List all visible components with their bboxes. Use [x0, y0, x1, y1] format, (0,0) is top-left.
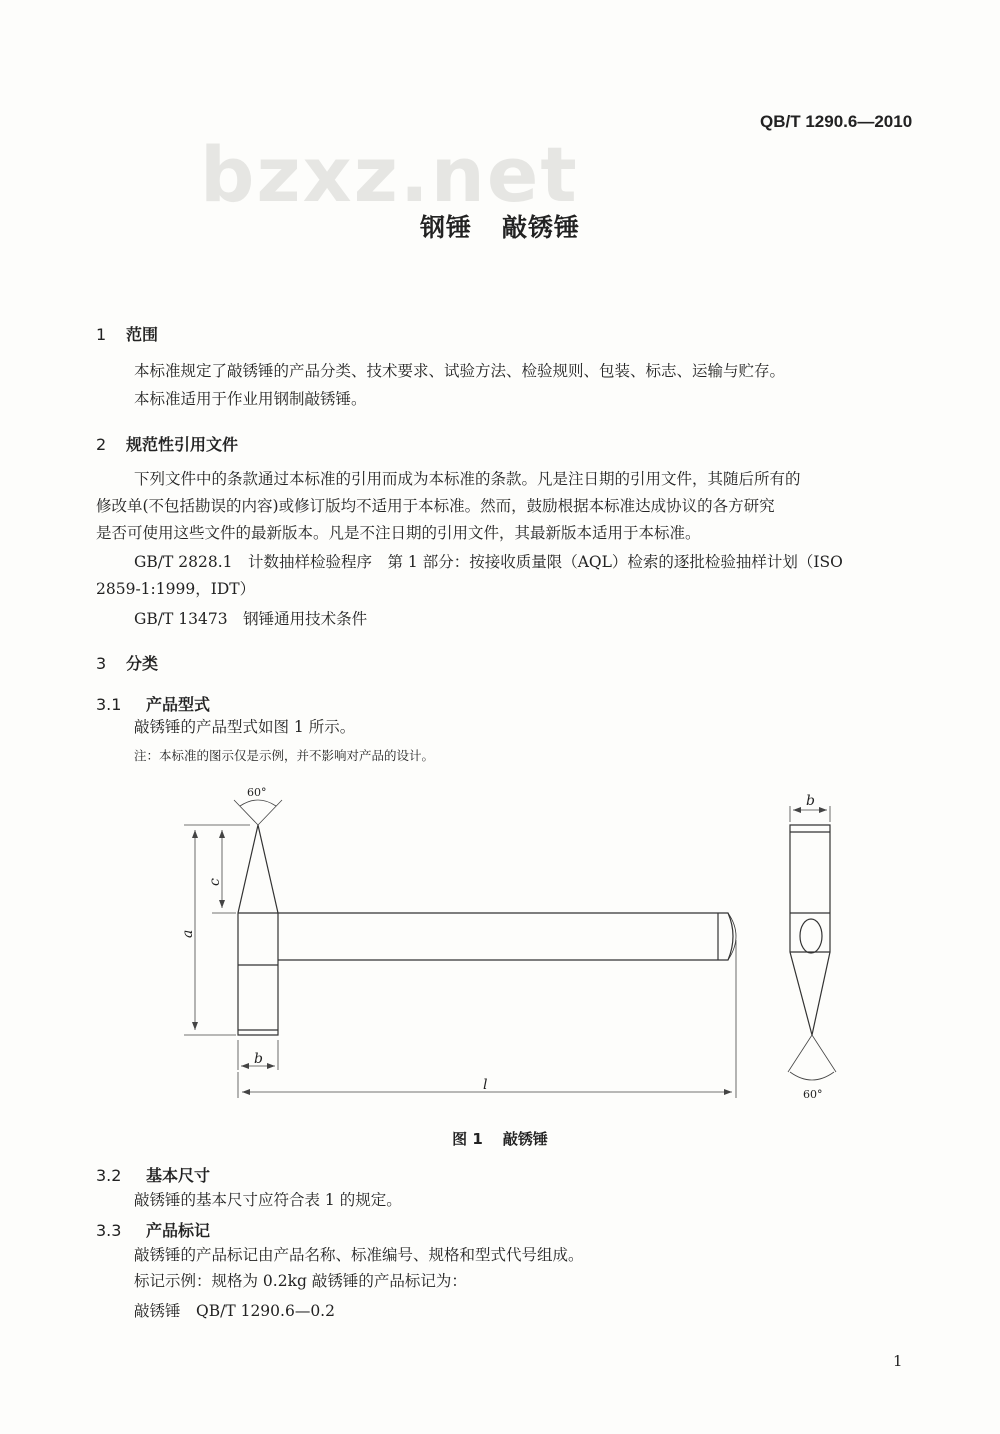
figure-note: 注：本标准的图示仅是示例，并不影响对产品的设计。 — [134, 748, 435, 763]
subsection-title: 产品型式 — [146, 695, 211, 714]
section-2-para-line-2: 修改单(不包括勘误的内容)或修订版均不适用于本标准。然而，鼓励根据本标准达成协议的各方研究 — [96, 497, 775, 515]
reference-2: GB/T 13473 钢锤通用技术条件 — [134, 610, 368, 628]
subsection-3-2-para: 敲锈锤的基本尺寸应符合表 1 的规定。 — [134, 1191, 402, 1209]
hammer-end-view-outline — [790, 825, 830, 1035]
section-title: 规范性引用文件 — [126, 435, 239, 454]
marking-example: 敲锈锤 QB/T 1290.6—0.2 — [134, 1302, 335, 1320]
section-number: 1 — [96, 325, 107, 344]
angle-top-label: 60° — [247, 786, 267, 799]
subsection-3-3-heading — [96, 1218, 210, 1241]
watermark: bzxz.net — [200, 130, 579, 219]
hammer-head-outline — [238, 825, 278, 1035]
subsection-title: 基本尺寸 — [146, 1166, 211, 1185]
angle-bottom-label: 60° — [803, 1088, 823, 1101]
subsection-title: 产品标记 — [146, 1221, 211, 1240]
dimension-b-right-label: b — [806, 793, 815, 809]
figure-caption — [0, 1128, 1000, 1149]
page-number: 1 — [893, 1352, 903, 1370]
subsection-3-3-para-2: 标记示例：规格为 0.2kg 敲锈锤的产品标记为： — [134, 1272, 467, 1290]
dimension-l-label: l — [483, 1077, 488, 1093]
reference-1-line-2: 2859-1:1999，IDT） — [96, 580, 256, 598]
subsection-number: 3.3 — [96, 1221, 122, 1240]
handle-outline — [278, 913, 733, 960]
section-2-para-line-3: 是否可使用这些文件的最新版本。凡是不注日期的引用文件，其最新版本适用于本标准。 — [96, 524, 701, 542]
handle-hole — [800, 919, 822, 953]
reference-1-line-1: GB/T 2828.1 计数抽样检验程序 第 1 部分：按接收质量限（AQL）检索的逐批检验抽样计划（ISO — [134, 553, 843, 571]
section-title: 范围 — [126, 325, 159, 344]
section-title: 分类 — [126, 654, 159, 673]
section-number: 3 — [96, 654, 107, 673]
subsection-number: 3.1 — [96, 695, 122, 714]
section-1-para-1: 本标准规定了敲锈锤的产品分类、技术要求、试验方法、检验规则、包装、标志、运输与贮存。 — [134, 362, 786, 380]
dimension-c-label: c — [207, 878, 223, 886]
subsection-3-2-heading — [96, 1163, 210, 1186]
figure-title: 敲锈锤 — [502, 1130, 548, 1148]
subsection-3-3-para-1: 敲锈锤的产品标记由产品名称、标准编号、规格和型式代号组成。 — [134, 1246, 584, 1264]
subsection-3-1-para: 敲锈锤的产品型式如图 1 所示。 — [134, 718, 356, 736]
section-1-para-2: 本标准适用于作业用钢制敲锈锤。 — [134, 390, 367, 408]
figure-number: 图 1 — [452, 1130, 483, 1148]
dimension-a-label: a — [180, 929, 196, 938]
dimension-b-left-label: b — [254, 1051, 263, 1067]
title-part-2: 敲锈锤 — [502, 213, 581, 242]
section-number: 2 — [96, 435, 107, 454]
title-part-1: 钢锤 — [419, 213, 472, 242]
subsection-number: 3.2 — [96, 1166, 122, 1185]
standard-code: QB/T 1290.6—2010 — [760, 112, 913, 131]
section-2-para-line-1: 下列文件中的条款通过本标准的引用而成为本标准的条款。凡是注日期的引用文件，其随后所有的 — [134, 470, 801, 488]
